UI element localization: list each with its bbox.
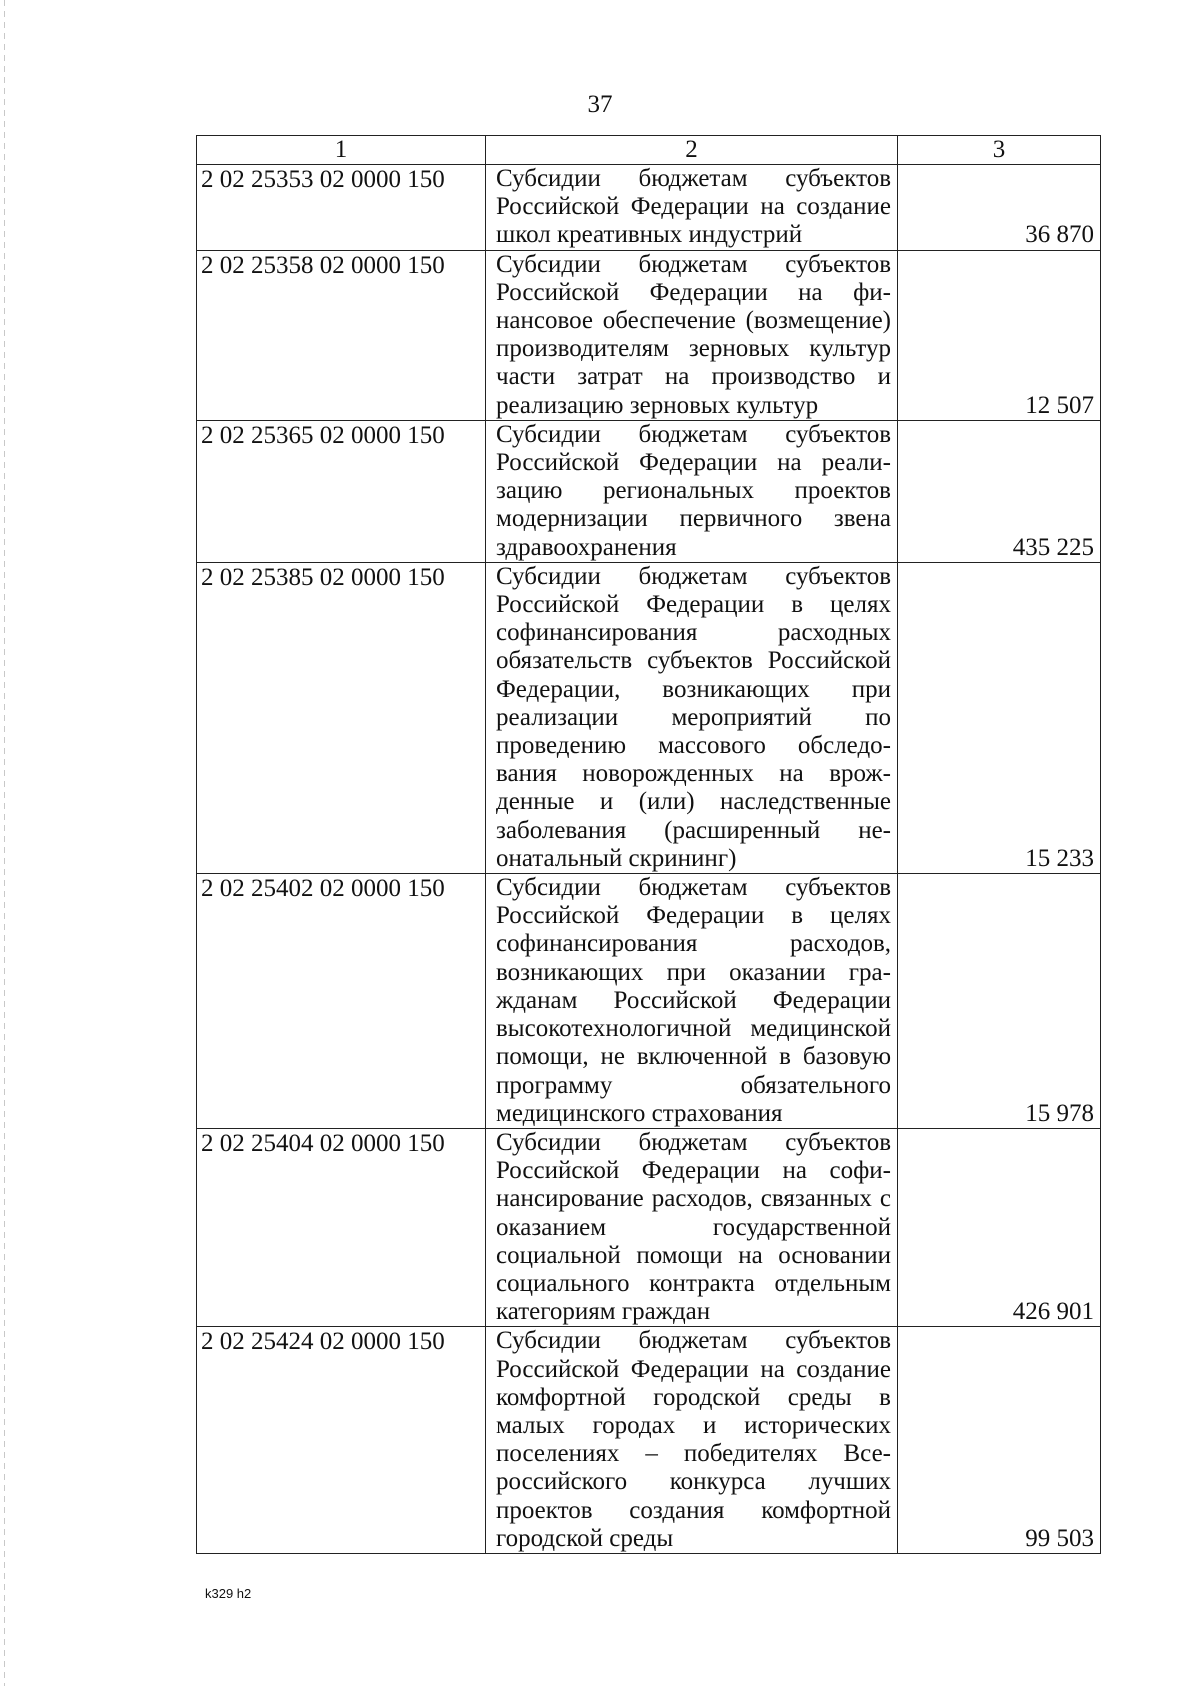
budget-code-cell: 2 02 25353 02 0000 150	[197, 165, 486, 251]
amount-cell: 99 503	[898, 1327, 1101, 1554]
description-cell: Субсидии бюджетам субъектов Российской Федерации на реализацию региональных проектов модернизации первичного звена здравоохранения	[486, 420, 898, 562]
budget-code-cell: 2 02 25385 02 0000 150	[197, 562, 486, 873]
table-row	[197, 562, 1101, 873]
table-row	[197, 165, 1101, 251]
footer-mark: k329 h2	[205, 1586, 252, 1601]
scan-edge	[4, 0, 5, 1686]
budget-code-cell: 2 02 25358 02 0000 150	[197, 250, 486, 420]
column-header-2: 2	[486, 136, 898, 165]
description-cell: Субсидии бюджетам субъектов Российской Федерации на создание школ креативных индустрий	[486, 165, 898, 251]
amount-cell: 435 225	[898, 420, 1101, 562]
description-cell: Субсидии бюджетам субъектов Российской Федерации на создание комфортной городской среды в малых городах и исторических поселениях – победителях Всероссийского конкурса лучших проектов создания комфортной городской среды	[486, 1327, 898, 1554]
table-row	[197, 1327, 1101, 1554]
amount-cell: 15 233	[898, 562, 1101, 873]
table-header-row	[197, 136, 1101, 165]
description-cell: Субсидии бюджетам субъектов Российской Федерации в целях софинансирования расходных обязательств субъектов Российской Федерации, возникающих при реализации мероприятий по проведению массового обследования новорожденных на врожденные и (или) наследственные заболевания (расширенный неонатальный скрининг)	[486, 562, 898, 873]
amount-cell: 15 978	[898, 874, 1101, 1129]
description-cell: Субсидии бюджетам субъектов Российской Федерации в целях софинансирования расходов, возникающих при оказании гражданам Российской Федерации высокотехнологичной медицинской помощи, не включенной в базовую программу обязательного медицинского страхования	[486, 874, 898, 1129]
page-number: 37	[587, 91, 613, 118]
budget-code-cell: 2 02 25365 02 0000 150	[197, 420, 486, 562]
table-row	[197, 420, 1101, 562]
table-row	[197, 874, 1101, 1129]
budget-table	[196, 135, 1101, 1554]
budget-code-cell: 2 02 25424 02 0000 150	[197, 1327, 486, 1554]
budget-code-cell: 2 02 25402 02 0000 150	[197, 874, 486, 1129]
amount-cell: 36 870	[898, 165, 1101, 251]
amount-cell: 426 901	[898, 1128, 1101, 1326]
budget-code-cell: 2 02 25404 02 0000 150	[197, 1128, 486, 1326]
column-header-3: 3	[898, 136, 1101, 165]
description-cell: Субсидии бюджетам субъектов Российской Федерации на финансовое обеспечение (возмещение) производителям зерновых культур части затрат на производство и реализацию зерновых культур	[486, 250, 898, 420]
description-cell: Субсидии бюджетам субъектов Российской Федерации на софинансирование расходов, связанных с оказанием государственной социальной помощи на основании социального контракта отдельным категориям граждан	[486, 1128, 898, 1326]
amount-cell: 12 507	[898, 250, 1101, 420]
table-row	[197, 250, 1101, 420]
column-header-1: 1	[197, 136, 486, 165]
table-row	[197, 1128, 1101, 1326]
